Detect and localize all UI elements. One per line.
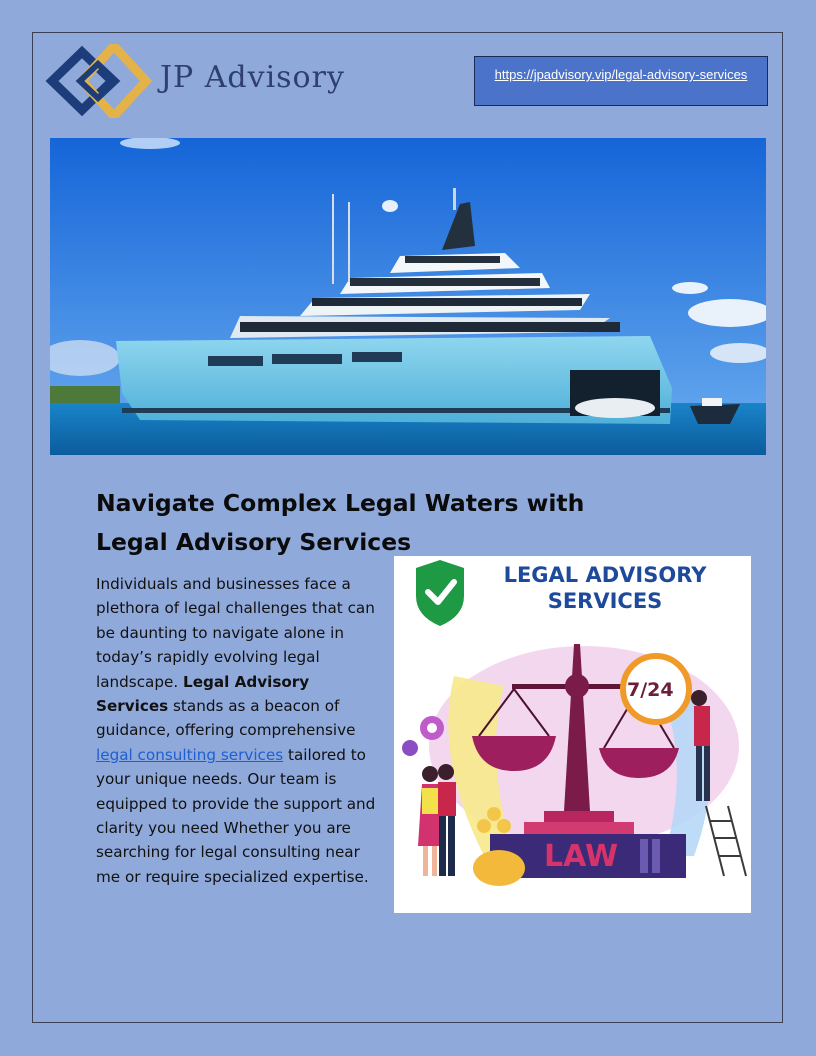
website-link[interactable]: https://jpadvisory.vip/legal-advisory-services — [494, 67, 748, 82]
superyacht-photo-icon — [50, 138, 766, 455]
hero-yacht-image — [50, 138, 766, 455]
legal-advisory-illustration — [394, 556, 751, 913]
intro-paragraph — [96, 572, 382, 889]
law-label: LAW — [544, 839, 619, 874]
illustration-title: LEGAL ADVISORY SERVICES — [503, 563, 707, 613]
page-title: Navigate Complex Legal Waters with Legal Advisory Services — [96, 489, 585, 556]
intro-text-part2: stands as a beacon of guidance, offering comprehensive — [96, 697, 356, 740]
intro-bold-phrase: Legal Advisory Services — [96, 672, 310, 716]
intro-text-part3: tailored to your unique needs. Our team is equipped to provide the support and clarity you need Whether you are searching for legal consulting near me or require specialized expertise. — [96, 745, 376, 886]
url-box — [474, 56, 768, 106]
legal-consulting-link[interactable]: legal consulting services — [96, 745, 284, 764]
clock-label: 7/24 — [627, 679, 674, 701]
intro-text-part1: Individuals and businesses face a plethora of legal challenges that can be daunting to navigate alone in today’s rapidly evolving legal landscape. — [96, 575, 375, 691]
brand-name: JP Advisory — [160, 60, 345, 95]
interlocked-diamonds-logo-icon — [42, 44, 162, 118]
shield-check-icon — [416, 560, 464, 626]
